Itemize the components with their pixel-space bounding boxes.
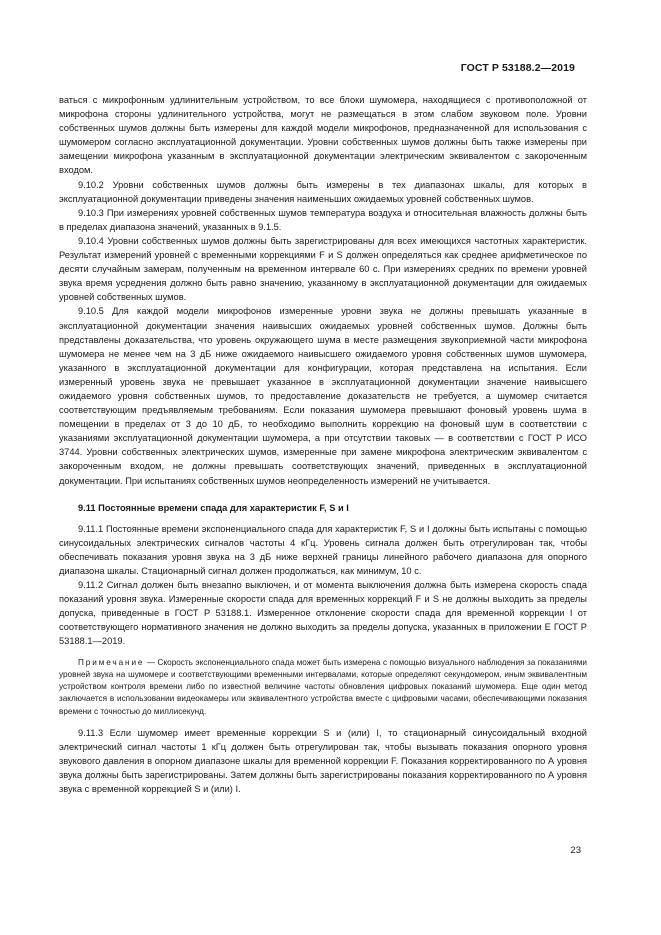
document-code-header: ГОСТ Р 53188.2—2019 (460, 62, 575, 74)
paragraph-9-10-2: 9.10.2 Уровни собственных шумов должны быть измерены в тех диапазонах шкалы, для которых в эксплуатационной документации приведены значения наименьших ожидаемых уровней собственных шумов. (59, 179, 587, 204)
paragraph-9-11-1: 9.11.1 Постоянные времени экспоненциального спада для характеристик F, S и I должны быть испытаны с помощью синусоидальных электрических сигналов частоты 4 кГц. Уровень сигнала должен быть отрегулирован так, чтобы обеспечивать показания уровня звука на 3 дБ ниже верхней границы линейного рабочего диапазона для опорного диапазона шкалы. Стационарный сигнал должен продолжаться, как минимум, 10 с. (59, 523, 587, 576)
note (59, 657, 587, 718)
document-body (59, 93, 587, 797)
note-text: — Скорость экспоненциального спада может быть измерена с помощью визуального наблюдения за показаниями уровней звука на шумомере и соответствующими временными интервалами, которые определяют секундомером, иным эквивалентным устройством контроля времени либо по известной величине частоты обновления цифровых показаний шумомера. Еще один метод заключается в использовании видеокамеры или эквивалентного устройства вместе с цифровыми часами, обеспечивающими показания времени с точностью до миллисекунд. (59, 657, 587, 716)
paragraph-9-11-2: 9.11.2 Сигнал должен быть внезапно выключен, и от момента выключения должна быть измерена скорость спада показаний уровня звука. Измеренные скорости спада для временных коррекций F и S не должны выходить за пределы допуска, приведенные в ГОСТ Р 53188.1. Измеренное отклонение скорости спада для временной коррекции I от соответствующего нормативного значения не должно выходить за пределы допуска, указанных в приложении Е ГОСТ Р 53188.1—2019. (59, 580, 587, 647)
section-title-9-11: 9.11 Постоянные времени спада для характеристик F, S и I (78, 502, 349, 513)
paragraph-9-11-3: 9.11.3 Если шумомер имеет временные коррекции S и (или) I, то стационарный синусоидальный входной электрический сигнал частоты 1 кГц должен быть отрегулирован так, чтобы вызывать показания опорного уровня звукового давления в опорном диапазоне шкалы для временной коррекции F. Показания корректированного по А уровня звука должны быть зарегистрированы. Затем должны быть зарегистрированы показания корректированного по А уровня звука с временной коррекцией S и (или) I. (59, 728, 587, 795)
paragraph-continuation: ваться с микрофонным удлинительным устройством, то все блоки шумомера, находящиеся с противоположной от микрофона стороны удлинительного устройства, могут не размещаться в этом слабом звуковом поле. Уровни собственных шумов должны быть измерены для каждой модели микрофонов, предназначенной для использования с шумомером согласно эксплуатационной документации. Уровни собственных шумов должны быть также измерены при замещении микрофона указанным в эксплуатационной документации электрическим эквивалентом с закороченным входом. (59, 95, 587, 176)
paragraph-9-10-4: 9.10.4 Уровни собственных шумов должны быть зарегистрированы для всех имеющихся частотных характеристик. Результат измерений уровней с временными коррекциями F и S должен определяться как среднее арифметическое по десяти случайным замерам, полученным на временном интервале 60 с. При измерениях средних по времени уровней звука время усреднения должно быть равно значению, указанному в эксплуатационной документации для ожидаемых уровней собственных шумов. (59, 235, 587, 303)
note-label: Примечание (78, 657, 145, 667)
paragraph-9-10-5: 9.10.5 Для каждой модели микрофонов измеренные уровни звука не должны превышать указанные в эксплуатационной документации значения наивысших ожидаемых уровней собственных шумов. Должны быть представлены доказательства, что уровень окружающего шума в месте размещения звукоприемной части микрофона шумомера не менее чем на 3 дБ ниже ожидаемого наивысшего ожидаемого уровня собственных шумов шумомера, указанного в эксплуатационной документации для конфигурации, которая представлена на испытания. Если измеренный уровень звука не превышает указанное в эксплуатационной документации значение наивысшего ожидаемого уровня собственных шумов, то предоставление доказательств не требуется, а шумомер считается соответствующим предъявляемым требованиям. Если показания шумомера превышают фоновый уровень шума в помещении в пределах от 3 до 10 дБ, то необходимо выполнить коррекцию на фоновый шум в соответствии с указаниями эксплуатационной документации шумомера, а при отсутствии таковых — в соответствии с ГОСТ Р ИСО 3744. Уровни собственных электрических шумов, измеренные при замене микрофона электрическим эквивалентом с закороченным входом, не должны превышать соответствующих значений, приведенных в эксплуатационной документации. При испытаниях собственных шумов неопределенность измерений не учитывается. (59, 306, 587, 486)
page-number: 23 (570, 845, 581, 856)
paragraph-9-10-3: 9.10.3 При измерениях уровней собственных шумов температура воздуха и относительная влажность должны быть в пределах диапазона значений, указанных в 9.1.5. (59, 207, 587, 232)
